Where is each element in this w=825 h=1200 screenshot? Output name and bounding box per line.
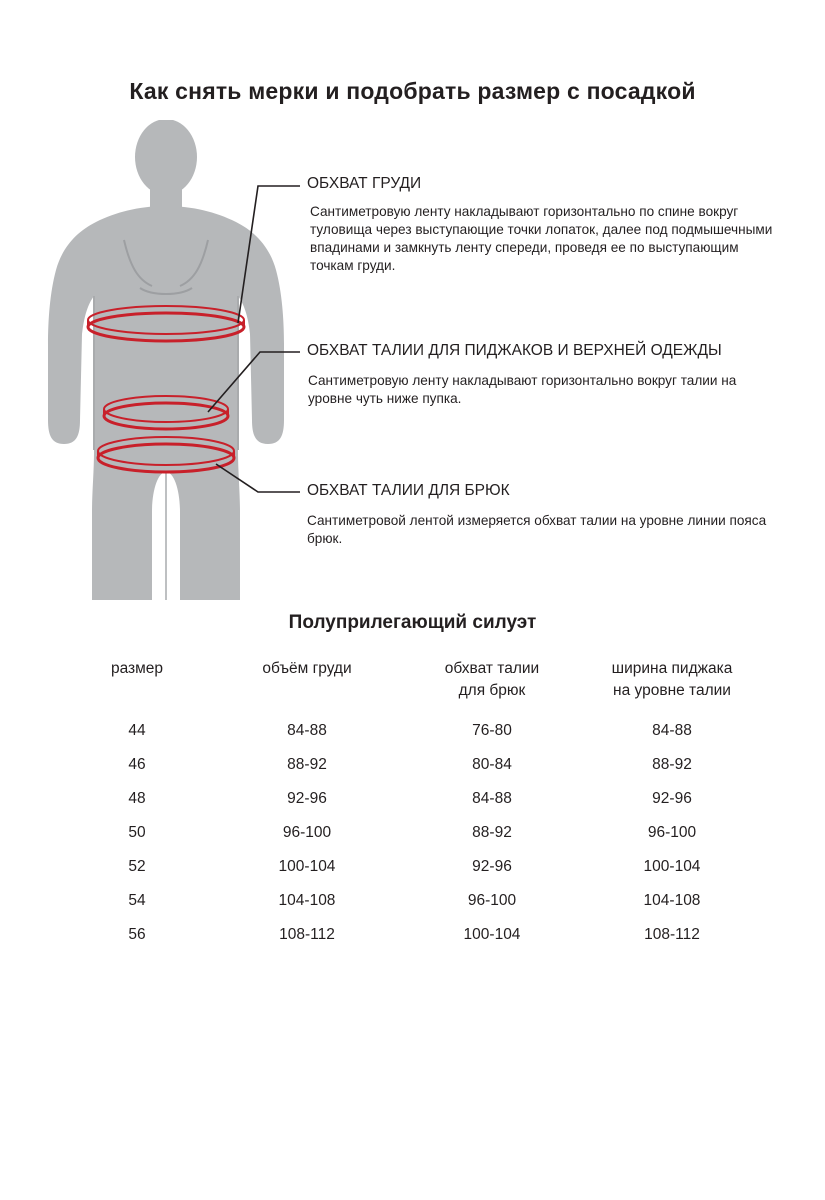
cell-size: 44	[128, 722, 146, 739]
cell-waist: 80-84	[472, 756, 512, 773]
cell-size: 52	[128, 858, 146, 875]
cell-jacket: 96-100	[647, 824, 697, 841]
page-title: Как снять мерки и подобрать размер с посадкой	[129, 78, 696, 104]
cell-waist: 100-104	[463, 926, 521, 943]
leader-line-waist-jacket	[208, 352, 300, 412]
cell-size: 54	[128, 892, 146, 909]
cell-jacket: 108-112	[644, 926, 700, 943]
header-waist: обхват талии	[444, 660, 540, 677]
cell-jacket: 92-96	[652, 790, 692, 807]
cell-size: 50	[128, 824, 146, 841]
header-size-sub	[62, 680, 212, 714]
cell-chest: 108-112	[279, 926, 335, 943]
cell-waist: 92-96	[472, 858, 512, 875]
cell-jacket: 104-108	[643, 892, 701, 909]
cell-size: 56	[128, 926, 146, 943]
cell-waist: 84-88	[472, 790, 512, 807]
cell-chest: 100-104	[278, 858, 336, 875]
callout-body-waist-jacket: Сантиметровую ленту накладывают горизонтально вокруг талии на уровне чуть ниже пупка.	[308, 373, 737, 406]
callout-title-waist-jacket: ОБХВАТ ТАЛИИ ДЛЯ ПИДЖАКОВ И ВЕРХНЕЙ ОДЕЖДЫ	[307, 342, 722, 359]
cell-chest: 92-96	[287, 790, 327, 807]
leader-line-chest	[238, 186, 300, 323]
callout-title-chest: ОБХВАТ ГРУДИ	[307, 175, 422, 192]
callout-title-waist-trousers: ОБХВАТ ТАЛИИ ДЛЯ БРЮК	[307, 482, 510, 499]
cell-jacket: 84-88	[652, 722, 692, 739]
cell-jacket: 100-104	[643, 858, 701, 875]
table-row	[62, 714, 762, 748]
table-row	[62, 884, 762, 918]
header-chest: объём груди	[262, 660, 352, 677]
table-row	[62, 748, 762, 782]
cell-chest: 104-108	[278, 892, 336, 909]
callout-leader-lines	[0, 120, 825, 610]
header-jacket-width: ширина пиджака	[611, 660, 733, 677]
cell-waist: 76-80	[472, 722, 512, 739]
cell-waist: 96-100	[467, 892, 517, 909]
table-header-row-1	[62, 658, 762, 680]
table-row	[62, 816, 762, 850]
cell-chest: 84-88	[287, 722, 327, 739]
table-row	[62, 782, 762, 816]
header-size: размер	[110, 660, 164, 677]
cell-size: 48	[128, 790, 146, 807]
table-header-row-2	[62, 680, 762, 714]
cell-chest: 88-92	[287, 756, 327, 773]
header-waist-sub: для брюк	[458, 682, 526, 699]
size-table-caption: Полуприлегающий силуэт	[288, 612, 537, 633]
size-table	[62, 658, 762, 952]
cell-waist: 88-92	[472, 824, 512, 841]
table-row	[62, 918, 762, 952]
cell-jacket: 88-92	[652, 756, 692, 773]
header-jacket-width-sub: на уровне талии	[613, 682, 731, 699]
callout-body-chest: Сантиметровую ленту накладывают горизонтально по спине вокруг туловища через выступающие точки лопаток, далее под подмышечными впадинами и замкнуть ленту спереди, проведя ее по выступающим точкам груди.	[310, 204, 773, 273]
header-chest-sub	[212, 680, 402, 714]
leader-line-waist-trousers	[216, 464, 300, 492]
cell-chest: 96-100	[282, 824, 332, 841]
cell-size: 46	[128, 756, 146, 773]
callout-body-waist-trousers: Сантиметровой лентой измеряется обхват талии на уровне линии пояса брюк.	[307, 513, 767, 546]
table-row	[62, 850, 762, 884]
